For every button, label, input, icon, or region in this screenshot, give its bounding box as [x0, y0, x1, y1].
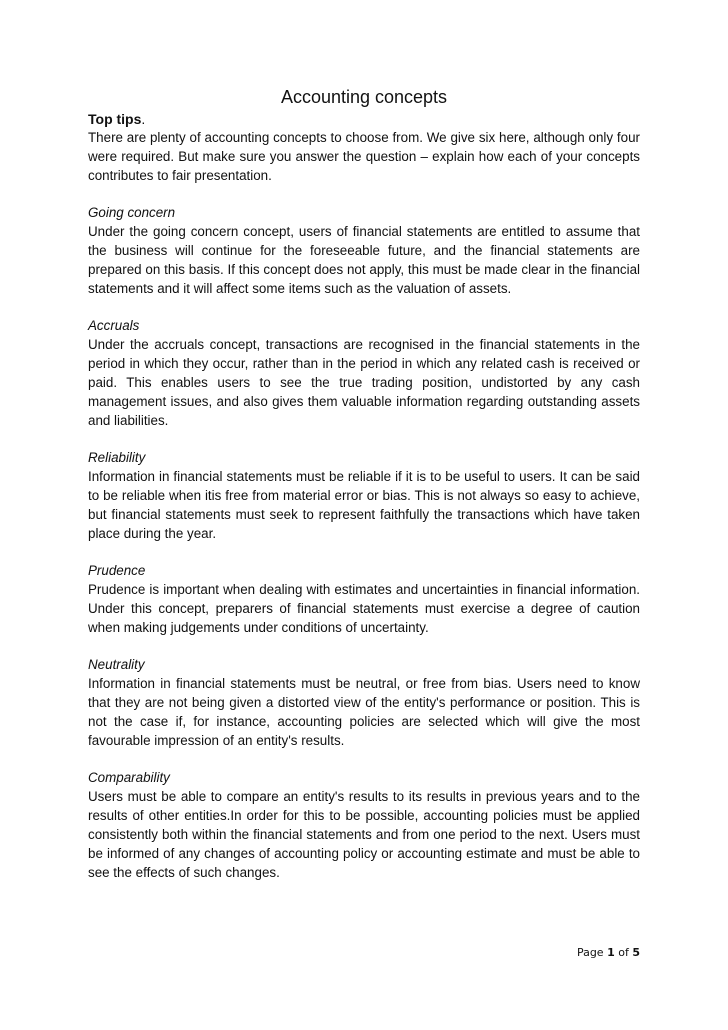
section-text: Information in financial statements must be reliable if it is to be useful to users. It can be said to be reliable when itis free from material error or bias. This is not always so easy to achieve, but financial statements must seek to represent faithfully the transactions which have taken place during the year. — [88, 469, 640, 541]
section-prudence — [88, 561, 640, 637]
of-label: of — [618, 946, 629, 959]
intro-text: There are plenty of accounting concepts to choose from. We give six here, although only four were required. But make sure you answer the question – explain how each of your concepts contributes to fair presentation. — [88, 130, 640, 183]
section-heading: Reliability — [88, 450, 146, 465]
intro-heading-suffix: . — [141, 111, 146, 127]
intro-heading-text: Top tips — [88, 111, 142, 127]
section-heading: Going concern — [88, 205, 176, 220]
section-going-concern — [88, 203, 640, 298]
intro-section — [88, 110, 640, 185]
page-title: Accounting concepts — [280, 87, 448, 107]
section-heading: Prudence — [88, 563, 146, 578]
section-neutrality — [88, 655, 640, 750]
section-text: Users must be able to compare an entity's results to its results in previous years and to the results of other entities.In order for this to be possible, accounting policies must be applied consistently both within the financial statements and from one period to the next. Users must be informed of any changes of accounting policy or accounting estimate and must be able to see the effects of such changes. — [88, 789, 640, 880]
section-reliability — [88, 448, 640, 543]
section-accruals — [88, 316, 640, 430]
page-label: Page — [576, 946, 604, 959]
section-heading: Neutrality — [88, 657, 145, 672]
section-text: Information in financial statements must be neutral, or free from bias. Users need to know that they are not being given a distorted view of the entity's performance or position. This is not the case if, for instance, accounting policies are selected which will give the most favourable impression of an entity's results. — [88, 676, 640, 748]
section-text: Prudence is important when dealing with estimates and uncertainties in financial information. Under this concept, preparers of financial statements must exercise a degree of caution when making judgements under conditions of uncertainty. — [88, 582, 640, 635]
intro-heading — [88, 110, 640, 128]
total-pages-number: 5 — [632, 946, 640, 959]
section-comparability — [88, 768, 640, 882]
document-page — [88, 86, 640, 882]
section-text: Under the going concern concept, users of financial statements are entitled to assume that the business will continue for the foreseeable future, and the financial statements are prepared on this basis. If this concept does not apply, this must be made clear in the financial statements and it will affect some items such as the valuation of assets. — [88, 224, 640, 296]
current-page-number: 1 — [607, 946, 615, 959]
section-text: Under the accruals concept, transactions are recognised in the financial statements in the period in which they occur, rather than in the period in which any related cash is received or paid. This enables users to see the true trading position, undistorted by any cash management issues, and also gives them valuable information regarding outstanding assets and liabilities. — [88, 337, 640, 428]
section-heading: Accruals — [88, 318, 140, 333]
section-heading: Comparability — [88, 770, 170, 785]
page-number-footer — [577, 946, 640, 959]
